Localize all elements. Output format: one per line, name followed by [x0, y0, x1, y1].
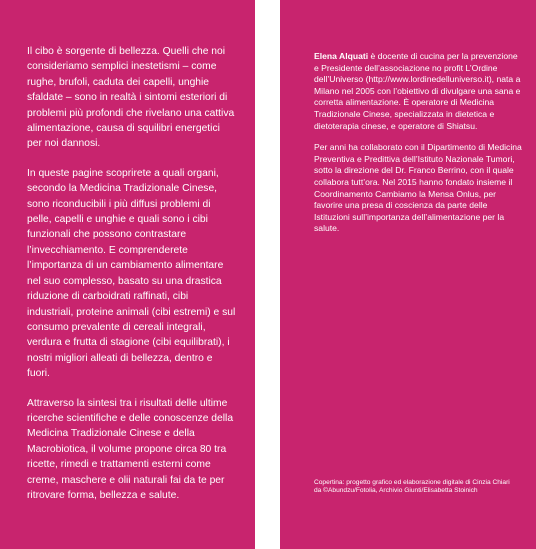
right-flap	[280, 0, 536, 549]
author-name: Elena Alquati	[314, 51, 369, 61]
blurb-paragraph-2: In queste pagine scoprirete a quali organi, secondo la Medicina Tradizionale Cinese, sono riconducibili i più diffusi problemi di pelle, capelli e unghie e quali sono i cibi funzionali che possono contrastare l’invecchiamento. E comprenderete l’importanza di un cambiamento alimentare nel suo complesso, basato su una drastica riduzione di carboidrati raffinati, cibi industriali, proteine animali (cibi estremi) e sul consumo prevalente di cereali integrali, verdura e frutta di stagione (cibi equilibrati), i nostri migliori alleati di bellezza, dentro e fuori.	[27, 167, 236, 380]
author-bio-text: è docente di cucina per la prevenzione e Presidente dell’associazione no profit L’Ordine dell’Universo (http://www.lordinedelluniverso.it), nata a Milano nel 2005 con l’obiettivo di divulgare una sana e corretta alimentazione. È operatore di Medicina Tradizionale Cinese, specializzata in dietetica e dietoterapia cinese, e operatore di Shiatsu.	[314, 51, 521, 131]
author-bio-paragraph-2: Per anni ha collaborato con il Dipartimento di Medicina Preventiva e Predittiva dell’Istituto Nazionale Tumori, sotto la direzione del Dr. Franco Berrino, con il quale collabora tutt’ora. Nel 2015 hanno fondato insieme il Coordinamento Cambiamo la Mensa Onlus, per favorire una presa di coscienza da parte delle Istituzioni sull’importanza dell’alimentazione per la salute.	[314, 142, 522, 234]
cover-credits: Copertina: progetto grafico ed elaborazione digitale di Cinzia Chiari da ©Abundzu/Fotolia, Archivio Giunti/Elisabetta Stoinich	[314, 479, 510, 495]
author-bio-paragraph-1	[314, 51, 522, 132]
left-flap	[0, 0, 255, 549]
blurb-paragraph-3: Attraverso la sintesi tra i risultati delle ultime ricerche scientifiche e delle conoscenze della Medicina Tradizionale Cinese e della Macrobiotica, il volume propone circa 80 tra ricette, rimedi e trattamenti esterni come creme, maschere e olii naturali fai da te per ritrovare forma, bellezza e salute.	[27, 397, 234, 501]
blurb-paragraph-1: Il cibo è sorgente di bellezza. Quelli che noi consideriamo semplici inestetismi – come rughe, brufoli, caduta dei capelli, unghie sfaldate – sono in realtà i sintomi esteriori di problemi più profondi che rivelano una cattiva alimentazione, causa di squilibri energetici per noi dannosi.	[27, 46, 235, 150]
